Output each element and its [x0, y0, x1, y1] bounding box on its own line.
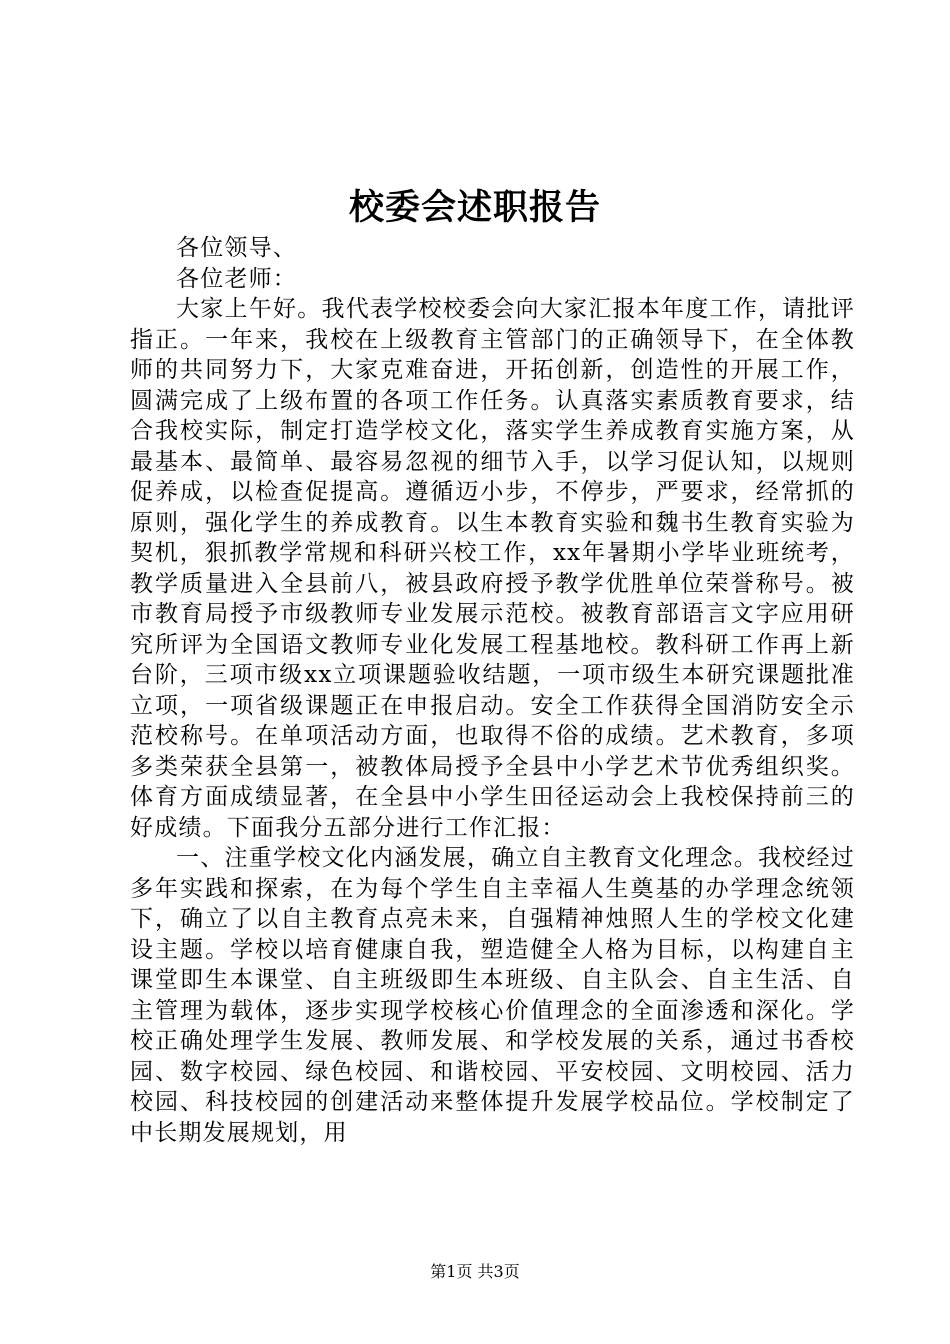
paragraph-intro: 大家上午好。我代表学校校委会向大家汇报本年度工作，请批评指正。一年来，我校在上级教育主管部门的正确领导下，在全体教师的共同努力下，大家克难奋进，开拓创新，创造性的开展工作，圆满完成了上级布置的各项工作任务。认真落实素质教育要求，结合我校实际，制定打造学校文化，落实学生养成教育实施方案，从最基本、最简单、最容易忽视的细节入手，以学习促认知，以规则促养成，以检查促提高。遵循迈小步，不停步，严要求，经常抓的原则，强化学生的养成教育。以生本教育实验和魏书生教育实验为契机，狠抓教学常规和科研兴校工作，xx年暑期小学毕业班统考，教学质量进入全县前八，被县政府授予教学优胜单位荣誉称号。被市教育局授予市级教师专业发展示范校。被教育部语言文字应用研究所评为全国语文教师专业化发展工程基地校。教科研工作再上新台阶，三项市级xx立项课题验收结题，一项市级生本研究课题批准立项，一项省级课题正在申报启动。安全工作获得全国消防安全示范校称号。在单项活动方面，也取得不俗的成绩。艺术教育，多项多类荣获全县第一，被教体局授予全县中小学艺术节优秀组织奖。体育方面成绩显著，在全县中小学生田径运动会上我校保持前三的好成绩。下面我分五部分进行工作汇报： [130, 296, 855, 841]
document-body [130, 233, 855, 1148]
document-title: 校委会述职报告 [348, 187, 601, 228]
page-footer: 第1页 共3页 [430, 1262, 520, 1281]
paragraph-section-one: 一、注重学校文化内涵发展，确立自主教育文化理念。我校经过多年实践和探索，在为每个学生自主幸福人生奠基的办学理念统领下，确立了以自主教育点亮未来，自强精神烛照人生的学校文化建设主题。学校以培育健康自我，塑造健全人格为目标，以构建自主课堂即生本课堂、自主班级即生本班级、自主队会、自主生活、自主管理为载体，逐步实现学校核心价值理念的全面渗透和深化。学校正确处理学生发展、教师发展、和学校发展的关系，通过书香校园、数字校园、绿色校园、和谐校园、平安校园、文明校园、活力校园、科技校园的创建活动来整体提升发展学校品位。学校制定了中长期发展规划，用 [130, 845, 855, 1146]
salutation-teachers: 各位老师： [176, 265, 297, 292]
salutation-leaders: 各位领导、 [176, 235, 297, 261]
